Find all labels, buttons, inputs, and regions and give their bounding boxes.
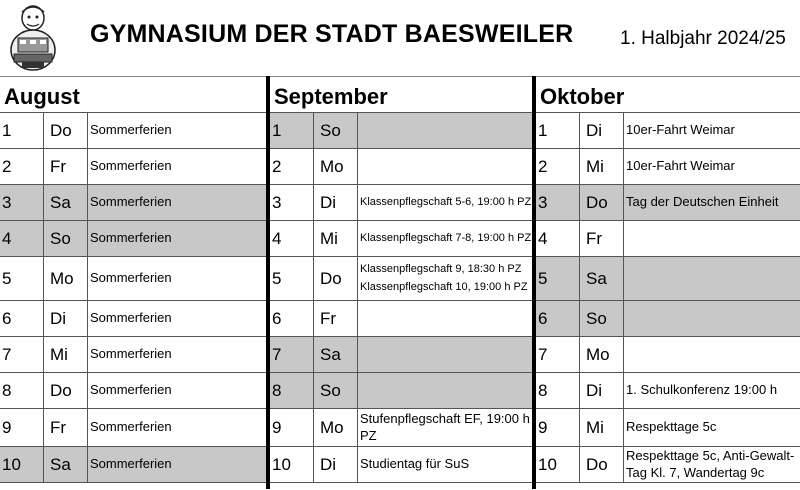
event-cell bbox=[624, 257, 800, 300]
weekday: So bbox=[314, 113, 358, 148]
day-number: 8 bbox=[536, 373, 580, 408]
weekday: Fr bbox=[44, 149, 88, 184]
day-row bbox=[0, 301, 266, 337]
day-row bbox=[270, 185, 532, 221]
day-number: 5 bbox=[536, 257, 580, 300]
day-number: 9 bbox=[270, 409, 314, 446]
page-title: GYMNASIUM DER STADT BAESWEILER bbox=[90, 20, 574, 48]
weekday: Sa bbox=[580, 257, 624, 300]
day-row bbox=[270, 301, 532, 337]
weekday: Di bbox=[314, 185, 358, 220]
day-row bbox=[270, 409, 532, 447]
event-cell: 10er-Fahrt Weimar bbox=[626, 158, 735, 174]
day-number: 10 bbox=[0, 447, 44, 482]
day-row bbox=[536, 301, 800, 337]
event-cell: Klassenpflegschaft 5-6, 19:00 h PZ bbox=[360, 195, 532, 208]
day-number: 9 bbox=[0, 409, 44, 446]
day-row bbox=[270, 337, 532, 373]
day-number: 1 bbox=[536, 113, 580, 148]
day-row bbox=[536, 257, 800, 301]
term-label: 1. Halbjahr 2024/25 bbox=[620, 28, 786, 49]
day-row bbox=[270, 373, 532, 409]
event-cell bbox=[358, 113, 532, 148]
school-logo-icon bbox=[8, 4, 58, 72]
day-number: 1 bbox=[270, 113, 314, 148]
weekday: Di bbox=[314, 447, 358, 482]
day-row bbox=[536, 409, 800, 447]
event-cell: Sommerferien bbox=[90, 310, 172, 326]
day-number: 4 bbox=[536, 221, 580, 256]
weekday: So bbox=[314, 373, 358, 408]
event-cell bbox=[624, 221, 800, 256]
day-number: 5 bbox=[0, 257, 44, 300]
day-number: 8 bbox=[0, 373, 44, 408]
event-cell bbox=[358, 373, 532, 408]
event-cell: Sommerferien bbox=[90, 456, 172, 472]
day-row bbox=[536, 149, 800, 185]
month-name: Oktober bbox=[536, 77, 800, 113]
weekday: Fr bbox=[314, 301, 358, 336]
event-cell: Sommerferien bbox=[90, 419, 172, 435]
event-cell: Sommerferien bbox=[90, 158, 172, 174]
weekday: Mo bbox=[314, 149, 358, 184]
day-number: 4 bbox=[0, 221, 44, 256]
calendar bbox=[0, 76, 800, 490]
event-cell: Respekttage 5c, Anti-Gewalt-Tag Kl. 7, Wandertag 9c bbox=[626, 448, 795, 480]
weekday: Sa bbox=[314, 337, 358, 372]
weekday: Mo bbox=[580, 337, 624, 372]
month-august bbox=[0, 77, 266, 490]
day-number: 6 bbox=[270, 301, 314, 336]
day-number: 5 bbox=[270, 257, 314, 300]
day-row bbox=[0, 337, 266, 373]
day-number: 8 bbox=[270, 373, 314, 408]
day-row bbox=[0, 113, 266, 149]
day-row bbox=[536, 447, 800, 483]
event-cell bbox=[624, 337, 800, 372]
event-cell bbox=[358, 149, 532, 184]
day-number: 7 bbox=[0, 337, 44, 372]
day-number: 3 bbox=[0, 185, 44, 220]
day-row bbox=[536, 337, 800, 373]
day-number: 10 bbox=[536, 447, 580, 482]
event-cell: Sommerferien bbox=[90, 122, 172, 138]
day-rows bbox=[270, 113, 532, 483]
weekday: Di bbox=[580, 373, 624, 408]
event-cell bbox=[358, 337, 532, 372]
weekday: Mi bbox=[580, 149, 624, 184]
weekday: Di bbox=[580, 113, 624, 148]
day-row bbox=[0, 221, 266, 257]
day-row bbox=[0, 149, 266, 185]
day-row bbox=[270, 221, 532, 257]
day-number: 9 bbox=[536, 409, 580, 446]
day-number: 2 bbox=[0, 149, 44, 184]
weekday: Mi bbox=[580, 409, 624, 446]
event-cell bbox=[358, 301, 532, 336]
day-row bbox=[0, 257, 266, 301]
page-header bbox=[0, 0, 800, 76]
weekday: Sa bbox=[44, 447, 88, 482]
event-cell bbox=[624, 301, 800, 336]
weekday: Do bbox=[44, 373, 88, 408]
day-number: 3 bbox=[270, 185, 314, 220]
event-cell: Klassenpflegschaft 7-8, 19:00 h PZ bbox=[360, 231, 532, 244]
weekday: Do bbox=[580, 447, 624, 482]
day-number: 1 bbox=[0, 113, 44, 148]
weekday: So bbox=[580, 301, 624, 336]
day-row bbox=[270, 447, 532, 483]
month-name: August bbox=[0, 77, 266, 113]
day-row bbox=[0, 409, 266, 447]
day-number: 7 bbox=[536, 337, 580, 372]
weekday: Do bbox=[580, 185, 624, 220]
weekday: Do bbox=[314, 257, 358, 300]
month-september bbox=[270, 77, 532, 490]
day-rows bbox=[536, 113, 800, 483]
weekday: So bbox=[44, 221, 88, 256]
day-number: 4 bbox=[270, 221, 314, 256]
day-number: 6 bbox=[536, 301, 580, 336]
event-cell: Sommerferien bbox=[90, 230, 172, 246]
weekday: Di bbox=[44, 301, 88, 336]
event-cell: Stufenpflegschaft EF, 19:00 h PZ bbox=[360, 411, 530, 443]
event-cell: Studientag für SuS bbox=[360, 456, 470, 472]
weekday: Sa bbox=[44, 185, 88, 220]
event-cell: 1. Schulkonferenz 19:00 h bbox=[626, 382, 778, 398]
day-row bbox=[536, 373, 800, 409]
event-cell: 10er-Fahrt Weimar bbox=[626, 122, 735, 138]
month-divider bbox=[266, 76, 270, 489]
day-row bbox=[270, 257, 532, 301]
event-line: Klassenpflegschaft 10, 19:00 h PZ bbox=[360, 280, 528, 293]
weekday: Do bbox=[44, 113, 88, 148]
day-row bbox=[0, 185, 266, 221]
weekday: Fr bbox=[580, 221, 624, 256]
day-number: 7 bbox=[270, 337, 314, 372]
event-cell: Tag der Deutschen Einheit bbox=[626, 194, 779, 210]
day-rows bbox=[0, 113, 266, 483]
day-row bbox=[536, 185, 800, 221]
event-cell bbox=[358, 257, 532, 300]
day-row bbox=[0, 373, 266, 409]
weekday: Mi bbox=[314, 221, 358, 256]
day-row bbox=[270, 149, 532, 185]
event-cell: Respekttage 5c bbox=[626, 419, 717, 435]
day-row bbox=[270, 113, 532, 149]
day-number: 6 bbox=[0, 301, 44, 336]
day-number: 2 bbox=[270, 149, 314, 184]
day-number: 10 bbox=[270, 447, 314, 482]
month-oktober bbox=[536, 77, 800, 490]
day-row bbox=[536, 113, 800, 149]
month-divider bbox=[532, 76, 536, 489]
weekday: Fr bbox=[44, 409, 88, 446]
weekday: Mo bbox=[314, 409, 358, 446]
event-cell: Sommerferien bbox=[90, 382, 172, 398]
day-row bbox=[536, 221, 800, 257]
weekday: Mi bbox=[44, 337, 88, 372]
weekday: Mo bbox=[44, 257, 88, 300]
month-name: September bbox=[270, 77, 532, 113]
day-number: 3 bbox=[536, 185, 580, 220]
day-number: 2 bbox=[536, 149, 580, 184]
event-cell: Sommerferien bbox=[90, 270, 172, 286]
event-cell: Sommerferien bbox=[90, 194, 172, 210]
event-line: Klassenpflegschaft 9, 18:30 h PZ bbox=[360, 262, 522, 275]
event-cell: Sommerferien bbox=[90, 346, 172, 362]
day-row bbox=[0, 447, 266, 483]
